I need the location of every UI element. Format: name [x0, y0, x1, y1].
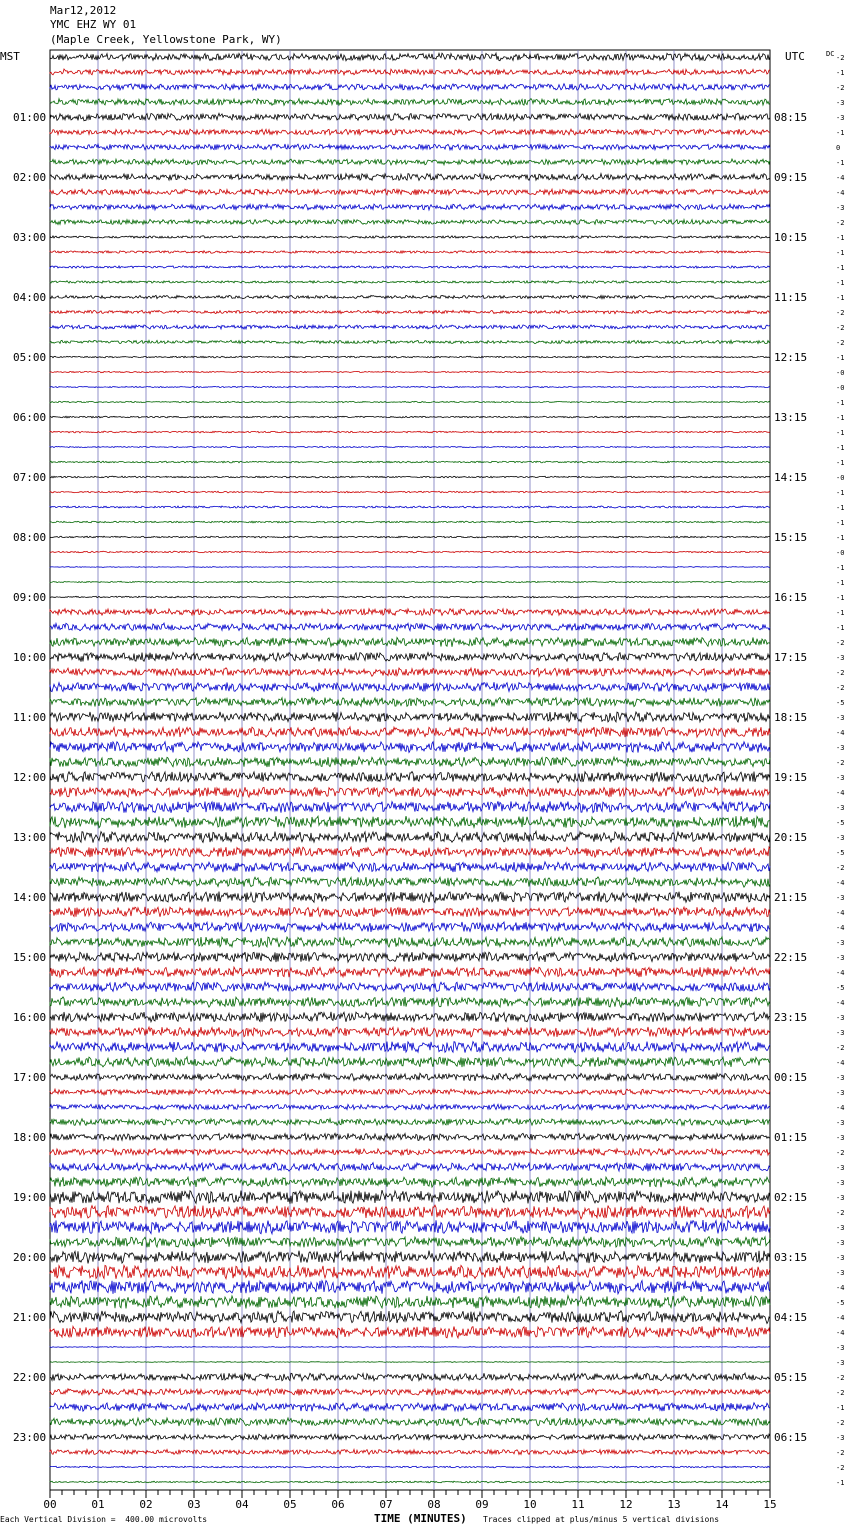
- seismic-trace: [50, 1449, 770, 1454]
- seismic-trace: [50, 204, 770, 210]
- dc-offset-label: -1: [836, 234, 845, 242]
- seismic-trace: [50, 251, 770, 254]
- dc-offset-label: -1: [836, 69, 845, 77]
- dc-offset-label: -4: [836, 1329, 845, 1337]
- dc-offset-header: DC: [826, 50, 835, 58]
- hour-label-right: 19:15: [774, 771, 808, 784]
- dc-offset-label: -1: [836, 489, 845, 497]
- hour-label-right: 01:15: [774, 1131, 808, 1144]
- seismic-trace: [50, 652, 770, 661]
- dc-offset-label: -1: [836, 129, 845, 137]
- dc-offset-label: -3: [836, 1074, 845, 1082]
- dc-offset-label: -2: [836, 684, 845, 692]
- dc-offset-label: -1: [836, 609, 845, 617]
- dc-offset-label: -0: [836, 384, 845, 392]
- seismic-trace: [50, 1466, 770, 1468]
- seismic-trace: [50, 1119, 770, 1126]
- seismic-trace: [50, 997, 770, 1007]
- dc-offset-label: -2: [836, 309, 845, 317]
- x-tick-label: 01: [91, 1498, 105, 1511]
- dc-offset-label: -4: [836, 1104, 845, 1112]
- seismic-trace: [50, 1362, 770, 1363]
- seismic-trace: [50, 1347, 770, 1348]
- seismic-trace: [50, 877, 770, 887]
- seismic-trace: [50, 712, 770, 722]
- seismic-trace: [50, 1296, 770, 1309]
- dc-offset-label: -4: [836, 969, 845, 977]
- dc-offset-label: -2: [836, 339, 845, 347]
- seismic-trace: [50, 325, 770, 329]
- seismic-trace: [50, 113, 770, 121]
- dc-offset-label: -3: [836, 99, 845, 107]
- hour-label-left: 04:00: [13, 291, 47, 304]
- hour-label-left: 16:00: [13, 1011, 47, 1024]
- dc-offset-label: -2: [836, 1389, 845, 1397]
- seismic-trace: [50, 982, 770, 992]
- dc-offset-label: -0: [836, 474, 845, 482]
- seismic-trace: [50, 952, 770, 962]
- hour-label-right: 17:15: [774, 651, 808, 664]
- dc-offset-label: -1: [836, 429, 845, 437]
- seismic-trace: [50, 1389, 770, 1396]
- x-tick-label: 11: [571, 1498, 585, 1511]
- x-tick-label: 03: [187, 1498, 201, 1511]
- hour-label-left: 06:00: [13, 411, 47, 424]
- seismic-trace: [50, 356, 770, 358]
- dc-offset-label: -3: [836, 1134, 845, 1142]
- hour-label-left: 19:00: [13, 1191, 47, 1204]
- dc-offset-label: -3: [836, 894, 845, 902]
- dc-offset-label: -1: [836, 399, 845, 407]
- dc-offset-label: -1: [836, 624, 845, 632]
- hour-label-left: 02:00: [13, 171, 47, 184]
- seismic-trace: [50, 787, 770, 797]
- seismic-trace: [50, 1205, 770, 1219]
- hour-label-left: 05:00: [13, 351, 47, 364]
- dc-offset-label: -4: [836, 189, 845, 197]
- seismic-trace: [50, 1133, 770, 1141]
- seismic-trace: [50, 831, 770, 842]
- dc-offset-label: -2: [836, 1209, 845, 1217]
- x-tick-label: 09: [475, 1498, 489, 1511]
- hour-label-left: 21:00: [13, 1311, 47, 1324]
- hour-label-right: 13:15: [774, 411, 808, 424]
- dc-offset-label: -4: [836, 909, 845, 917]
- seismic-trace: [50, 1042, 770, 1053]
- seismic-trace: [50, 1089, 770, 1095]
- dc-offset-label: -3: [836, 654, 845, 662]
- seismic-trace: [50, 431, 770, 433]
- dc-offset-label: -3: [836, 1194, 845, 1202]
- x-tick-label: 12: [619, 1498, 633, 1511]
- seismic-trace: [50, 1373, 770, 1381]
- seismic-trace: [50, 1434, 770, 1440]
- x-tick-label: 04: [235, 1498, 249, 1511]
- dc-offset-label: -1: [836, 414, 845, 422]
- hour-label-right: 05:15: [774, 1371, 808, 1384]
- hour-label-right: 20:15: [774, 831, 808, 844]
- seismic-trace: [50, 476, 770, 478]
- seismic-trace: [50, 1149, 770, 1156]
- dc-offset-label: -3: [836, 804, 845, 812]
- hour-label-left: 09:00: [13, 591, 47, 604]
- dc-offset-label: -4: [836, 924, 845, 932]
- seismic-trace: [50, 69, 770, 75]
- dc-offset-label: -4: [836, 1284, 845, 1292]
- dc-offset-label: -2: [836, 1374, 845, 1382]
- dc-offset-label: -2: [836, 1149, 845, 1157]
- dc-offset-label: -3: [836, 1029, 845, 1037]
- dc-offset-label: -5: [836, 699, 845, 707]
- seismic-trace: [50, 371, 770, 372]
- seismic-trace: [50, 551, 770, 553]
- seismic-trace: [50, 757, 770, 767]
- seismic-trace: [50, 236, 770, 239]
- seismic-trace: [50, 892, 770, 903]
- dc-offset-label: -3: [836, 1164, 845, 1172]
- dc-offset-label: -2: [836, 669, 845, 677]
- x-tick-label: 06: [331, 1498, 345, 1511]
- seismic-trace: [50, 801, 770, 813]
- seismic-trace: [50, 1265, 770, 1279]
- x-tick-label: 05: [283, 1498, 297, 1511]
- seismic-trace: [50, 1190, 770, 1204]
- dc-offset-label: -4: [836, 1059, 845, 1067]
- dc-offset-label: -1: [836, 504, 845, 512]
- dc-offset-label: -1: [836, 564, 845, 572]
- dc-offset-label: -2: [836, 639, 845, 647]
- seismic-trace: [50, 727, 770, 737]
- dc-offset-label: -5: [836, 1299, 845, 1307]
- seismic-trace: [50, 1012, 770, 1022]
- dc-offset-label: -3: [836, 1089, 845, 1097]
- seismic-trace: [50, 847, 770, 857]
- hour-label-left: 01:00: [13, 111, 47, 124]
- dc-offset-label: -4: [836, 729, 845, 737]
- seismic-trace: [50, 1237, 770, 1248]
- seismic-trace: [50, 1280, 770, 1293]
- dc-offset-label: -1: [836, 1404, 845, 1412]
- seismic-trace: [50, 491, 770, 493]
- seismic-trace: [50, 1073, 770, 1081]
- hour-label-right: 08:15: [774, 111, 808, 124]
- dc-offset-label: -5: [836, 984, 845, 992]
- hour-label-right: 09:15: [774, 171, 808, 184]
- dc-offset-label: -5: [836, 819, 845, 827]
- dc-offset-label: -3: [836, 834, 845, 842]
- chart-date: Mar12,2012: [50, 4, 117, 17]
- dc-offset-label: -2: [836, 84, 845, 92]
- dc-offset-label: 0: [836, 144, 841, 152]
- dc-offset-label: -3: [836, 774, 845, 782]
- dc-offset-label: -4: [836, 174, 845, 182]
- hour-label-right: 22:15: [774, 951, 808, 964]
- seismic-trace: [50, 1177, 770, 1187]
- seismic-trace: [50, 295, 770, 298]
- hour-label-left: 08:00: [13, 531, 47, 544]
- dc-offset-label: -2: [836, 1464, 845, 1472]
- dc-offset-label: -1: [836, 279, 845, 287]
- seismic-trace: [50, 53, 770, 61]
- dc-offset-label: -2: [836, 864, 845, 872]
- timezone-left-label: MST: [0, 50, 20, 63]
- dc-offset-label: -1: [836, 519, 845, 527]
- seismic-trace: [50, 266, 770, 269]
- seismic-trace: [50, 536, 770, 538]
- seismic-trace: [50, 340, 770, 343]
- seismic-trace: [50, 967, 770, 977]
- hour-label-left: 03:00: [13, 231, 47, 244]
- timezone-right-label: UTC: [785, 50, 805, 63]
- x-axis-label: TIME (MINUTES): [374, 1512, 467, 1525]
- seismic-trace: [50, 521, 770, 523]
- dc-offset-label: -3: [836, 204, 845, 212]
- seismic-trace: [50, 144, 770, 150]
- seismic-trace: [50, 772, 770, 783]
- hour-label-right: 15:15: [774, 531, 808, 544]
- dc-offset-label: -3: [836, 1224, 845, 1232]
- seismic-trace: [50, 816, 770, 828]
- x-tick-label: 08: [427, 1498, 441, 1511]
- seismic-trace: [50, 1481, 770, 1483]
- seismic-trace: [50, 609, 770, 616]
- dc-offset-label: -3: [836, 114, 845, 122]
- seismic-trace: [50, 1163, 770, 1172]
- seismic-trace: [50, 623, 770, 631]
- hour-label-left: 18:00: [13, 1131, 47, 1144]
- hour-label-right: 10:15: [774, 231, 808, 244]
- hour-label-right: 21:15: [774, 891, 808, 904]
- hour-label-right: 03:15: [774, 1251, 808, 1264]
- dc-offset-label: -2: [836, 219, 845, 227]
- hour-label-right: 11:15: [774, 291, 808, 304]
- dc-offset-label: -2: [836, 1419, 845, 1427]
- dc-offset-label: -3: [836, 1179, 845, 1187]
- dc-offset-label: -3: [836, 1014, 845, 1022]
- dc-offset-label: -3: [836, 1359, 845, 1367]
- seismic-trace: [50, 281, 770, 284]
- seismic-trace: [50, 922, 770, 932]
- seismic-trace: [50, 219, 770, 224]
- hour-label-left: 13:00: [13, 831, 47, 844]
- x-tick-label: 13: [667, 1498, 681, 1511]
- seismic-trace: [50, 99, 770, 106]
- clip-note: Traces clipped at plus/minus 5 vertical divisions: [483, 1515, 720, 1524]
- x-tick-label: 00: [43, 1498, 57, 1511]
- x-tick-label: 10: [523, 1498, 537, 1511]
- seismic-trace: [50, 189, 770, 195]
- dc-offset-label: -1: [836, 579, 845, 587]
- seismic-trace: [50, 401, 770, 402]
- seismic-trace: [50, 742, 770, 753]
- seismic-trace: [50, 84, 770, 91]
- dc-offset-label: -3: [836, 1434, 845, 1442]
- seismic-trace: [50, 1403, 770, 1412]
- hour-label-left: 12:00: [13, 771, 47, 784]
- dc-offset-label: -4: [836, 789, 845, 797]
- dc-offset-label: -1: [836, 444, 845, 452]
- hour-label-right: 06:15: [774, 1431, 808, 1444]
- seismic-trace: [50, 1326, 770, 1338]
- seismic-trace: [50, 1057, 770, 1067]
- dc-offset-label: -4: [836, 879, 845, 887]
- seismic-trace: [50, 581, 770, 582]
- seismic-trace: [50, 1220, 770, 1234]
- dc-offset-label: -3: [836, 1344, 845, 1352]
- dc-offset-label: -0: [836, 549, 845, 557]
- dc-offset-label: -3: [836, 954, 845, 962]
- scale-note: Each Vertical Division = 400.00 microvolts: [0, 1515, 208, 1524]
- hour-label-right: 02:15: [774, 1191, 808, 1204]
- hour-label-left: 20:00: [13, 1251, 47, 1264]
- seismic-trace: [50, 416, 770, 418]
- seismic-trace: [50, 1311, 770, 1324]
- dc-offset-label: -1: [836, 354, 845, 362]
- hour-label-left: 17:00: [13, 1071, 47, 1084]
- dc-offset-label: -2: [836, 1044, 845, 1052]
- dc-offset-label: -1: [836, 1479, 845, 1487]
- x-tick-label: 15: [763, 1498, 777, 1511]
- seismic-trace: [50, 1418, 770, 1426]
- dc-offset-label: -3: [836, 1254, 845, 1262]
- seismic-trace: [50, 937, 770, 947]
- hour-label-right: 16:15: [774, 591, 808, 604]
- hour-label-left: 15:00: [13, 951, 47, 964]
- dc-offset-label: -4: [836, 1314, 845, 1322]
- seismic-trace: [50, 129, 770, 135]
- seismic-trace: [50, 862, 770, 872]
- dc-offset-label: -3: [836, 939, 845, 947]
- dc-offset-label: -1: [836, 159, 845, 167]
- dc-offset-label: -1: [836, 459, 845, 467]
- hour-label-right: 23:15: [774, 1011, 808, 1024]
- seismic-trace: [50, 174, 770, 181]
- dc-offset-label: -0: [836, 369, 845, 377]
- station-code: YMC EHZ WY 01: [50, 18, 137, 31]
- x-tick-label: 07: [379, 1498, 393, 1511]
- hour-label-left: 07:00: [13, 471, 47, 484]
- hour-label-right: 14:15: [774, 471, 808, 484]
- dc-offset-label: -4: [836, 999, 845, 1007]
- seismic-trace: [50, 698, 770, 707]
- seismic-trace: [50, 907, 770, 917]
- dc-offset-label: -2: [836, 759, 845, 767]
- hour-label-right: 18:15: [774, 711, 808, 724]
- seismic-trace: [50, 668, 770, 677]
- dc-offset-label: -2: [836, 324, 845, 332]
- dc-offset-label: -1: [836, 249, 845, 257]
- seismic-trace: [50, 1104, 770, 1110]
- seismic-trace: [50, 567, 770, 568]
- dc-offset-label: -3: [836, 1119, 845, 1127]
- station-location: (Maple Creek, Yellowstone Park, WY): [50, 33, 282, 46]
- seismic-trace: [50, 682, 770, 691]
- hour-label-left: 11:00: [13, 711, 47, 724]
- x-tick-label: 02: [139, 1498, 153, 1511]
- dc-offset-label: -3: [836, 744, 845, 752]
- seismic-trace: [50, 159, 770, 165]
- x-tick-label: 14: [715, 1498, 729, 1511]
- dc-offset-label: -3: [836, 714, 845, 722]
- seismic-trace: [50, 461, 770, 463]
- seismic-trace: [50, 638, 770, 647]
- hour-label-right: 00:15: [774, 1071, 808, 1084]
- dc-offset-label: -3: [836, 1269, 845, 1277]
- seismic-trace: [50, 386, 770, 387]
- dc-offset-label: -1: [836, 264, 845, 272]
- dc-offset-label: -2: [836, 1449, 845, 1457]
- hour-label-right: 12:15: [774, 351, 808, 364]
- hour-label-left: 14:00: [13, 891, 47, 904]
- dc-offset-label: -1: [836, 534, 845, 542]
- seismic-trace: [50, 1251, 770, 1264]
- seismic-trace: [50, 446, 770, 447]
- seismic-trace: [50, 596, 770, 598]
- dc-offset-label: -5: [836, 849, 845, 857]
- seismic-trace: [50, 1027, 770, 1037]
- dc-offset-label: -2: [836, 54, 845, 62]
- dc-offset-label: -3: [836, 1239, 845, 1247]
- dc-offset-label: -1: [836, 294, 845, 302]
- dc-offset-label: -1: [836, 594, 845, 602]
- hour-label-left: 23:00: [13, 1431, 47, 1444]
- hour-label-right: 04:15: [774, 1311, 808, 1324]
- seismic-trace: [50, 310, 770, 313]
- hour-label-left: 10:00: [13, 651, 47, 664]
- seismic-trace: [50, 506, 770, 508]
- hour-label-left: 22:00: [13, 1371, 47, 1384]
